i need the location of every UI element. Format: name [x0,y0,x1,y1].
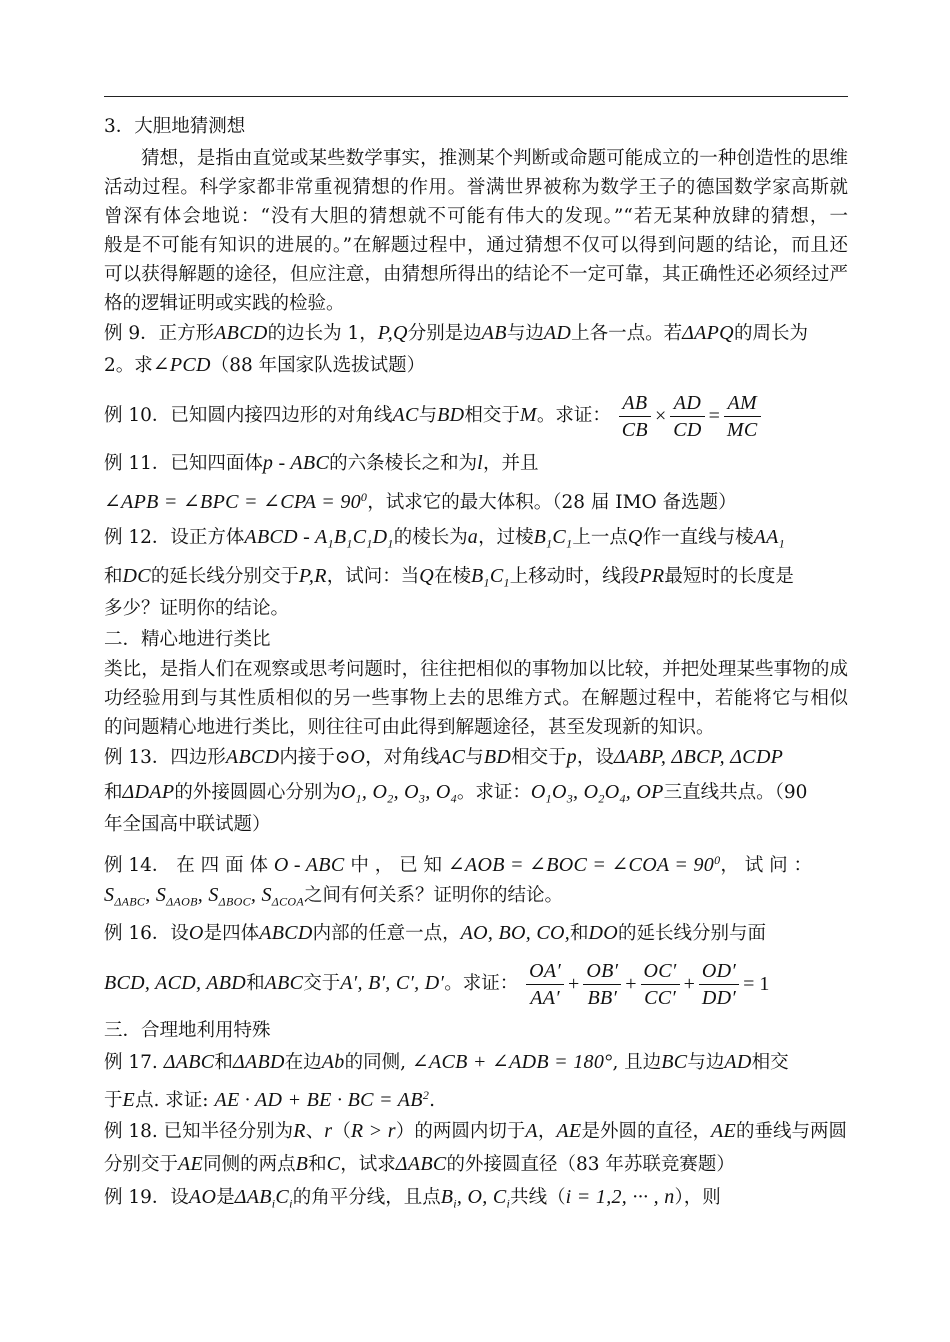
text-run: C [489,565,504,587]
paragraph-line: 的问题精心地进行类比，则往往可由此得到解题途径，甚至发现新的知识。 [104,717,715,738]
text-run: Q [393,322,408,344]
example-18-line-2 [104,1151,848,1178]
text-run: 最短时的长度是 [664,566,794,587]
text-run: i [271,1196,276,1211]
text-run: ΔABD [232,1051,285,1073]
text-run: 0 [714,853,721,867]
text-run: , O [393,781,419,803]
text-run: , 且边 [612,1052,662,1073]
example-12-line-1 [104,524,848,557]
text-run: 相交于 [464,405,520,426]
text-run: × [654,405,667,427]
text-run: 的六条棱长之和为 [329,453,478,474]
text-run: 和 [246,973,265,994]
text-run: O [188,922,204,944]
text-run: 同侧的两点 [203,1154,296,1175]
text-run: Q [419,565,434,587]
text-run: 1 [366,536,373,551]
text-run: 与 [418,405,438,426]
text-run: 中 ， 已 知 [350,855,443,877]
example-19-line-1 [104,1184,848,1217]
text-run: 1 [355,791,362,806]
text-run: 例 12．设正方体 [104,527,245,548]
text-run: CD [673,418,702,441]
text-run: 。求证： [456,782,531,803]
text-run: BD [483,746,512,768]
text-run: 和 [214,1052,233,1073]
text-run: + [683,973,695,995]
text-run: ），则 [674,1187,721,1208]
text-run: A′, B′, C′, D′ [340,972,445,994]
text-run: 例 10．已知圆内接四边形的对角线 [104,405,393,426]
text-run: 与边 [687,1052,725,1073]
text-run: 的角平分线，且点 [292,1187,441,1208]
text-run: ΔAB [234,1186,272,1208]
text-run: ΔABC [163,1051,215,1073]
text-run: O [551,781,567,803]
text-run: 。求证： [444,973,519,994]
text-run: D [372,526,388,548]
text-run: （88 年国家队选拔试题） [210,355,426,376]
text-run: ∠ACB + ∠ADB = 180° [411,1051,613,1073]
text-run: Q [627,526,643,548]
text-run: 2 [387,791,394,806]
text-run: BC [661,1051,688,1073]
text-run: ， 试 问 ： [720,855,813,877]
text-run: 1 [546,536,553,551]
text-run: B [295,1153,309,1175]
text-run: 的外接圆圆心分别为 [174,782,341,803]
text-run: 的垂线与两圆 [736,1121,848,1142]
text-run: p [566,746,577,768]
text-run: 0 [360,490,368,504]
text-run: , S [197,884,219,906]
text-run: ）的两圆内切于 [395,1121,526,1142]
text-run: , O, C [456,1186,507,1208]
text-run: ΔCOA [271,894,305,909]
text-run: 和 [308,1154,327,1175]
text-run: 与边 [506,323,544,344]
text-run: , [387,322,393,344]
example-12-line-2 [104,563,848,596]
text-run: MC [726,418,758,441]
text-run: 是 [216,1187,235,1208]
text-run: ∠APB = ∠BPC = ∠CPA = 90 [104,491,361,514]
text-run: C [552,526,567,548]
text-run: ，试求 [340,1154,396,1175]
text-run: 内接于⊙ [279,747,351,768]
text-run: 的延长线分别交于 [150,566,299,587]
paragraph-line: 类比，是指人们在观察或思考问题时，往往把相似的事物加以比较，并把处理某些事物的成 [104,659,848,680]
text-run: ，过棱 [478,527,534,548]
text-run: 分别是边 [407,323,482,344]
text-run: ，设 [576,747,614,768]
text-run: r [324,1120,333,1142]
text-run: + [568,973,580,995]
text-run: AE · AD + BE · BC = AB [214,1089,423,1112]
text-run: ΔAPQ [682,322,734,344]
text-run: 2 [598,791,605,806]
text-run: 例 19．设 [104,1187,189,1208]
section-title-special: 三．合理地利用特殊 [104,1020,271,1041]
text-run: ABC [264,972,304,994]
text-run: , O [573,781,599,803]
text-run: P [298,565,309,587]
text-run: ΔABP, ΔBCP, ΔCDP [613,746,784,768]
text-run: 和 [104,782,123,803]
text-run: BD [437,404,465,426]
text-run: ΔAOB [166,894,198,909]
text-run: BCD, ACD, ABD [104,972,247,994]
paragraph-line: 功经验用到与其性质相似的另一些事物上去的思维方式。在解题过程中，若能将它与相似 [104,688,848,709]
text-run: 相交于 [511,747,567,768]
text-run: E [122,1089,136,1112]
text-run: = [708,405,720,427]
text-run: O - ABC [273,854,345,877]
text-run: 例 14． 在 四 面 体 [104,855,268,877]
text-run: B [533,526,547,548]
header-rule [104,96,848,97]
text-run: 之间有何关系？证明你的结论。 [304,885,564,906]
text-run: AM [724,390,761,417]
text-run: 例 11．已知四面体 [104,453,263,474]
text-run: R > r [350,1120,396,1142]
text-run: , O [361,781,388,803]
text-run: , OP [625,781,664,803]
text-run: 例 18. 已知半径分别为 [104,1121,294,1142]
text-run: ，试问：当 [326,566,420,587]
text-run: AE [556,1120,582,1142]
example-17-line-2 [104,1082,848,1114]
text-run: 是外圆的直径， [581,1121,711,1142]
text-run: 例 9．正方形 [104,323,215,344]
paragraph-line: 格的逻辑证明或实践的检验。 [104,293,345,314]
text-run: , S [250,884,272,906]
text-run: C [326,1153,341,1175]
text-run: OA′ [526,958,564,985]
text-run: i [453,1196,457,1211]
text-run: + [625,973,637,995]
paragraph-line: 可以获得解题的途径，但应注意，由猜想所得出的结论不一定可靠，其正确性还必须经过严 [104,264,848,285]
text-run: 1 [566,536,573,551]
text-run: ，试求它的最大体积。（28 届 IMO 备选题） [367,492,737,514]
text-run: OB′ [583,958,621,985]
text-run: p - ABC [262,452,330,474]
text-run: 与 [465,747,484,768]
fraction [699,958,739,1011]
text-run: i [506,1196,511,1211]
text-run: AD [670,390,704,417]
paragraph-line: 活动过程。科学家都非常重视猜想的作用。誉满世界被称为数学王子的德国数学家高斯就 [104,177,848,198]
fraction [619,390,651,443]
section-title-guess [104,114,848,140]
text-run: 1 [503,575,510,590]
example-12-line-3: 多少？证明你的结论。 [104,598,290,619]
example-17-line-1 [104,1049,848,1076]
text-run: A [525,1120,538,1142]
text-run: ABCD [225,746,280,768]
text-run: ，对角线 [365,747,440,768]
example-18-line-1 [104,1118,848,1145]
text-run: R [293,1120,306,1142]
text-run: 2。求 [104,355,153,376]
text-run: ΔBOC [218,894,251,909]
paragraph-line: 曾深有体会地说：“没有大胆的猜想就不可能有伟大的发现。”“若无某种放肆的猜想，一 [104,206,848,227]
text-run: M [519,404,537,426]
text-run: AB [619,390,651,417]
text-run: 1 [483,575,490,590]
text-run: DO [588,922,619,944]
text-run: CB [621,418,648,441]
text-run: AB [481,322,507,344]
text-run: BB′ [587,986,618,1009]
text-run: l [477,452,483,474]
text-run: , S [145,884,167,906]
text-run: 于 [104,1090,123,1112]
text-run: PR [639,565,665,587]
text-run: 3 [418,791,426,806]
text-run: 和 [570,923,589,944]
paragraph-line: 般是不可能有知识的进展的。”在解题过程中，通过猜想不仅可以得到问题的结论，而且还 [104,235,848,256]
text-run: AE [178,1153,204,1175]
text-run: Ab [321,1051,345,1073]
example-9-line-2 [104,352,848,379]
text-run: 三直线共点。（90 [663,782,808,803]
text-run: AO [188,1186,217,1208]
text-run: 1 [545,791,552,806]
text-run: AO, BO, CO, [460,922,571,944]
text-run: ΔDAP [122,781,175,803]
text-run: i = 1,2, ··· , n [565,1186,675,1208]
text-run: 在棱 [433,566,471,587]
text-run: 、 [305,1121,325,1142]
text-run: ABCD [259,922,313,944]
text-run: C [352,526,367,548]
text-run: ABCD [214,322,268,344]
fraction [583,958,621,1011]
text-run: 3 [566,791,574,806]
text-run: 上各一点。若 [571,323,683,344]
text-run: = 1 [743,973,770,995]
text-run: 。求证： [536,405,611,426]
text-run: OC′ [641,958,680,985]
text-run: 2 [422,1088,430,1102]
text-run: AA′ [530,986,560,1009]
text-run: O [530,781,546,803]
text-run: a [467,526,479,548]
text-run: 分别交于 [104,1154,179,1175]
text-run: 的棱长为 [393,527,468,548]
text-run: 上一点 [572,527,628,548]
text-run: AC [439,746,466,768]
text-run: DC [122,565,151,587]
text-run: . [429,1090,436,1112]
text-run: 在边 [284,1052,322,1073]
paragraph-line: 猜想，是指由直觉或某些数学事实，推测某个判断或命题可能成立的一种创造性的思维 [141,148,848,169]
example-11-line-1 [104,450,848,477]
text-run: 的周长为 [733,323,808,344]
text-run: 和 [104,566,123,587]
text-run: , [308,565,315,587]
fraction [724,390,761,443]
text-run: 例 16．设 [104,923,189,944]
text-run: P [377,322,388,344]
text-run: AA [753,526,779,548]
example-9-line-1 [104,320,848,347]
text-run: 1 [346,536,353,551]
text-run: AE [710,1120,737,1142]
text-run: 上移动时，线段 [509,566,640,587]
example-16-line-2 [104,954,848,1012]
text-run: ABCD - A [244,526,328,548]
text-run: 4 [450,791,457,806]
text-run: 例 17. [104,1052,158,1073]
text-run: DD′ [701,986,737,1009]
text-run: CC′ [644,986,677,1009]
text-run: 内部的任意一点， [312,923,461,944]
fraction [526,958,564,1011]
text-run: AD [724,1051,752,1073]
text-run: 的边长为 1， [267,323,378,344]
text-run: 1 [778,536,786,551]
example-16-line-1 [104,920,848,947]
fraction [641,958,680,1011]
text-run: 1 [327,536,334,551]
example-14-line-1 [104,847,848,879]
text-run: 作一直线与棱 [642,527,754,548]
text-run: S [104,884,115,906]
text-run: 的同侧, [344,1052,406,1073]
example-13-line-2 [104,779,848,812]
text-run: R [314,565,327,587]
text-run: B [440,1186,454,1208]
text-run: 的外接圆直径（83 年苏联竞赛题） [446,1154,735,1175]
text-run: B [471,565,484,587]
example-13-line-3: 年全国高中联试题） [104,814,271,835]
text-run: ∠PCD [152,354,211,376]
text-run: AC [392,404,419,426]
text-run: ，并且 [482,453,539,474]
text-run: 共线（ [510,1187,566,1208]
text-run: 相交 [751,1052,789,1073]
section-title-analogy: 二．精心地进行类比 [104,629,271,650]
text-run: 的延长线分别与面 [618,923,767,944]
text-run: 点. 求证: [135,1090,209,1112]
text-run: B [333,526,347,548]
text-run: C [275,1186,290,1208]
text-run: 3．大胆地猜测想 [104,116,246,137]
fraction [670,390,704,443]
text-run: i [289,1196,293,1211]
text-run: ， [537,1121,557,1142]
text-run: O [350,746,366,768]
text-run: ΔABC [114,894,146,909]
text-run: AD [543,322,572,344]
text-run: 1 [387,536,394,551]
text-run: 是四体 [203,923,260,944]
text-run: （ [332,1121,351,1142]
text-run: ΔABC [395,1153,447,1175]
example-13-line-1 [104,744,848,771]
text-run: OD′ [699,958,739,985]
text-run: O [340,781,356,803]
text-run: 交于 [303,973,341,994]
example-11-line-2 [104,484,848,516]
text-run: , O [425,781,451,803]
text-run: 例 13．四边形 [104,747,226,768]
example-10 [104,386,848,444]
example-14-line-2 [104,882,848,915]
text-run: ∠AOB = ∠BOC = ∠COA = 90 [447,854,715,877]
text-run: 4 [619,791,626,806]
text-run: O [604,781,620,803]
